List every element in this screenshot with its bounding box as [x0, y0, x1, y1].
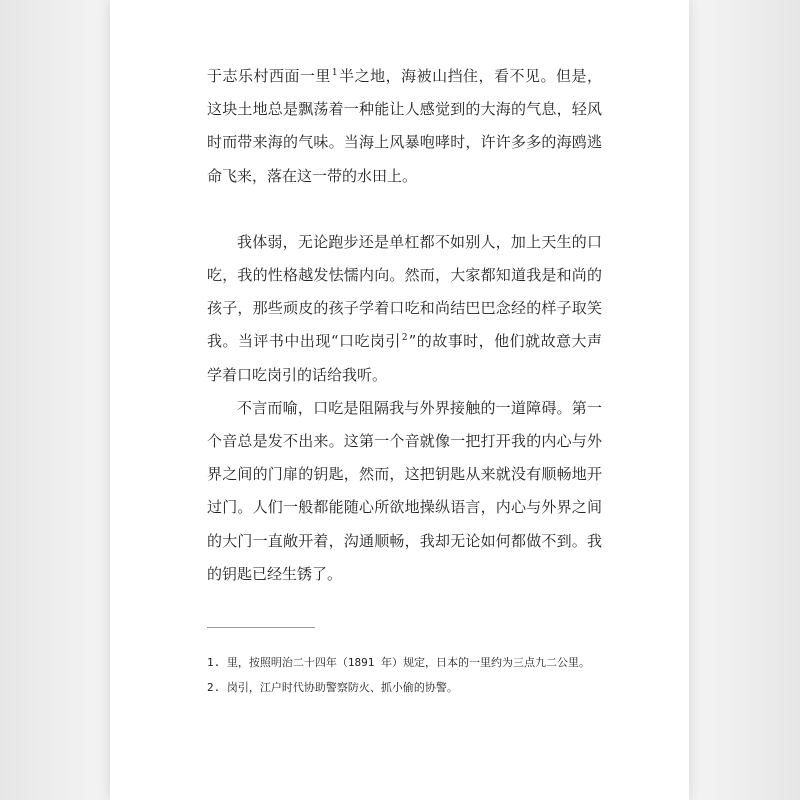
paragraph-3: 不言而喻，口吃是阻隔我与外界接触的一道障碍。第一个音总是发不出来。这第一个音就像一把打开我的内心与外界之间的门扉的钥匙，然而，这把钥匙从来就没有顺畅地开过门。人们一般都能随心所欲地操纵语言，内心与外界之间的大门一直敞开着，沟通顺畅，我却无论如何都做不到。我的钥匙已经生锈了。 — [207, 398, 602, 583]
book-page — [110, 0, 689, 800]
footnote-ref-2[interactable]: 2 — [401, 333, 408, 344]
body-text — [207, 60, 602, 591]
footnotes — [207, 652, 627, 702]
paragraph-2: 我体弱，无论跑步还是单杠都不如别人，加上天生的口吃，我的性格越发怯懦内向。然而，大家都知道我是和尚的孩子，那些顽皮的孩子学着口吃和尚结巴巴念经的样子取笑我。当评书中出现“口吃岗引$^2$”的故事时，他们就故意大声学着口吃岗引的话给我听。 — [207, 232, 603, 384]
paragraph-1: 于志乐村西面一里$^1$半之地，海被山挡住，看不见。但是，这块土地总是飘荡着一种能让人感觉到的大海的气息，轻风时而带来海的气味。当海上风暴咆哮时，许许多多的海鸥逃命飞来，落在这一带的水田上。 — [207, 67, 602, 185]
footnote-2: 2. 岗引，江户时代协助警察防火、抓小偷的协警。 — [207, 681, 458, 694]
footnote-divider — [207, 627, 315, 628]
footnote-ref-1[interactable]: 1 — [331, 68, 338, 78]
footnote-1: 1. 里，按照明治二十四年（1891 年）规定，日本的一里约为三点九二公里。 — [207, 656, 590, 669]
